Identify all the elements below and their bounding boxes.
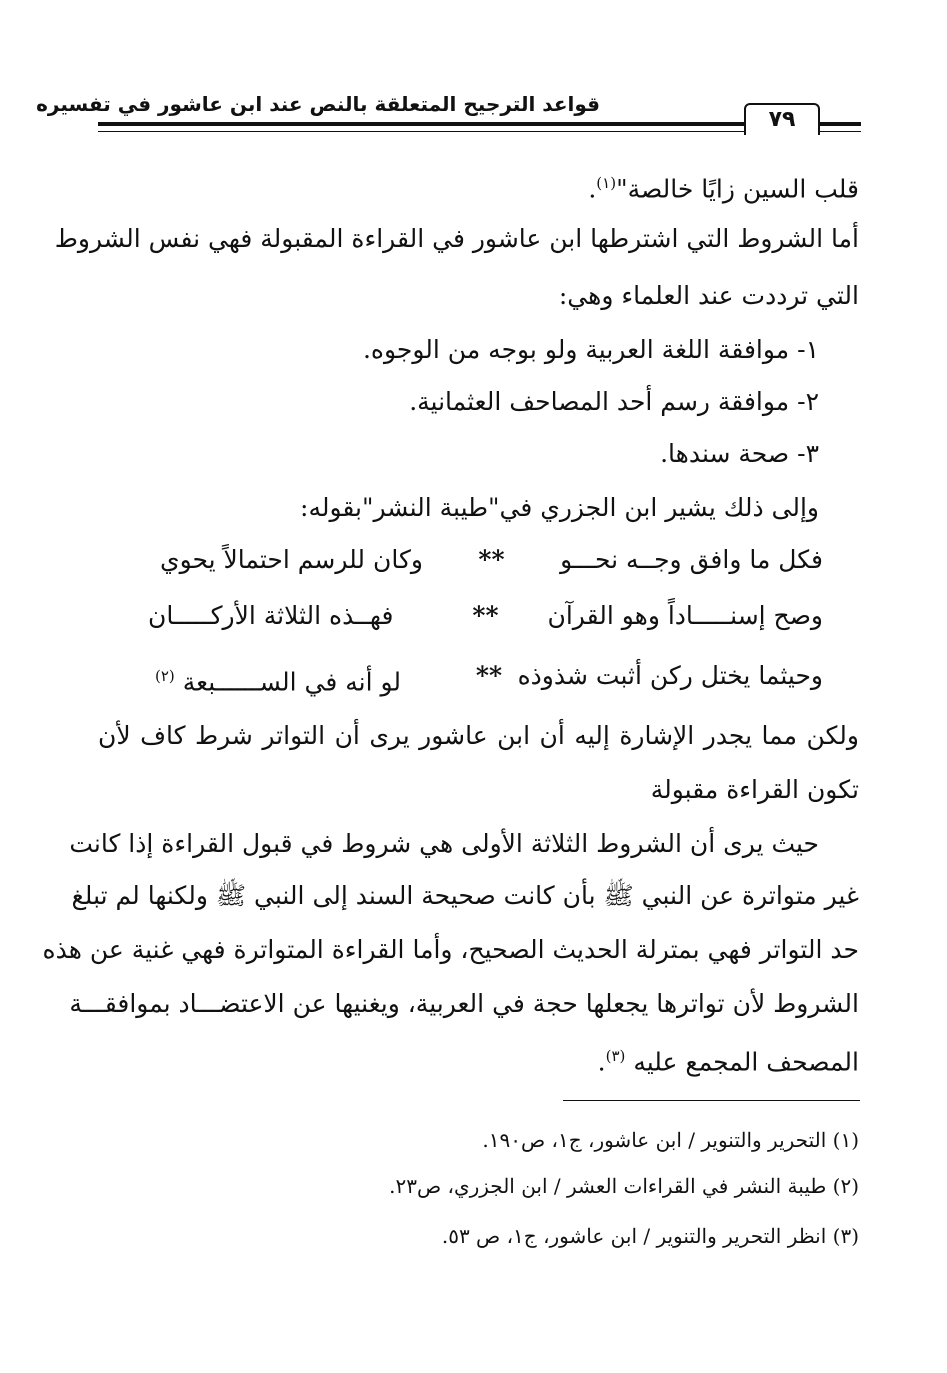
footnote-ref: (٣) xyxy=(605,1047,626,1065)
text-span: لو أنه في الســــــبعة xyxy=(182,667,402,697)
text-line: غير متواترة عن النبي ﷺ بأن كانت صحيحة السند إلى النبي ﷺ ولكنها لم تبلغ xyxy=(71,881,859,910)
poem-separator: ** xyxy=(472,601,499,630)
poem-hemistich-left: وكان للرسم احتمالاً يحوي xyxy=(160,545,423,574)
text-line xyxy=(588,163,859,209)
poem-hemistich-right: فكل ما وافق وجــه نحـــو xyxy=(560,545,823,574)
poem-verse xyxy=(148,596,823,636)
text-line: حد التواتر فهي بمترلة الحديث الصحيح، وأما القراءة المتواترة فهي غنية عن هذه xyxy=(42,935,859,964)
running-header-title: قواعد الترجيح المتعلقة بالنص عند ابن عاشور في تفسيره xyxy=(36,92,600,116)
poem-hemistich-left xyxy=(155,656,401,702)
text-span: . xyxy=(597,1047,606,1077)
text-line: حيث يرى أن الشروط الثلاثة الأولى هي شروط في قبول القراءة إذا كانت xyxy=(69,829,819,858)
poem-hemistich-left: فهــذه الثلاثة الأركـــــان xyxy=(148,601,394,630)
footnote-ref: (٢) xyxy=(155,667,175,685)
poem-hemistich-right: وحيثما يختل ركن أثبت شذوذه xyxy=(517,661,823,690)
list-item: ٢- موافقة رسم أحد المصاحف العثمانية. xyxy=(409,387,819,416)
text-span: المصحف المجمع عليه xyxy=(633,1047,859,1077)
footnote-ref: (١) xyxy=(596,174,617,192)
text-line: أما الشروط التي اشترطها ابن عاشور في القراءة المقبولة فهي نفس الشروط xyxy=(54,224,859,253)
poem-hemistich-right: وصح إسنـــــاداً وهو القرآن xyxy=(547,601,823,630)
list-item: ٣- صحة سندها. xyxy=(660,439,819,468)
page-number: ٧٩ xyxy=(744,103,820,135)
poem-verse xyxy=(155,656,823,696)
text-span: . xyxy=(588,174,597,204)
list-item: ١- موافقة اللغة العربية ولو بوجه من الوجوه. xyxy=(362,335,819,364)
text-span: قلب السين زايًا خالصة" xyxy=(616,174,859,204)
footnote-separator xyxy=(563,1100,860,1101)
text-line: التي ترددت عند العلماء وهي: xyxy=(558,281,859,310)
footnote: (٢) طيبة النشر في القراءات العشر / ابن الجزري، ص٢٣. xyxy=(389,1174,859,1198)
poem-separator: ** xyxy=(478,545,505,574)
poem-separator: ** xyxy=(475,661,503,690)
poem-intro: وإلى ذلك يشير ابن الجزري في"طيبة النشر"بقوله: xyxy=(300,493,819,522)
poem-verse xyxy=(160,540,823,580)
footnote: (١) التحرير والتنوير / ابن عاشور، ج١، ص١٩٠. xyxy=(482,1128,859,1152)
text-line: الشروط لأن تواترها يجعلها حجة في العربية، ويغنيها عن الاعتضـــاد بموافقـــة xyxy=(69,989,859,1018)
text-line: تكون القراءة مقبولة xyxy=(650,775,859,804)
footnote: (٣) انظر التحرير والتنوير / ابن عاشور، ج١، ص ٥٣. xyxy=(441,1224,859,1248)
text-line: ولكن مما يجدر الإشارة إليه أن ابن عاشور يرى أن التواتر شرط كاف لأن xyxy=(98,721,859,750)
text-line xyxy=(598,1036,859,1082)
